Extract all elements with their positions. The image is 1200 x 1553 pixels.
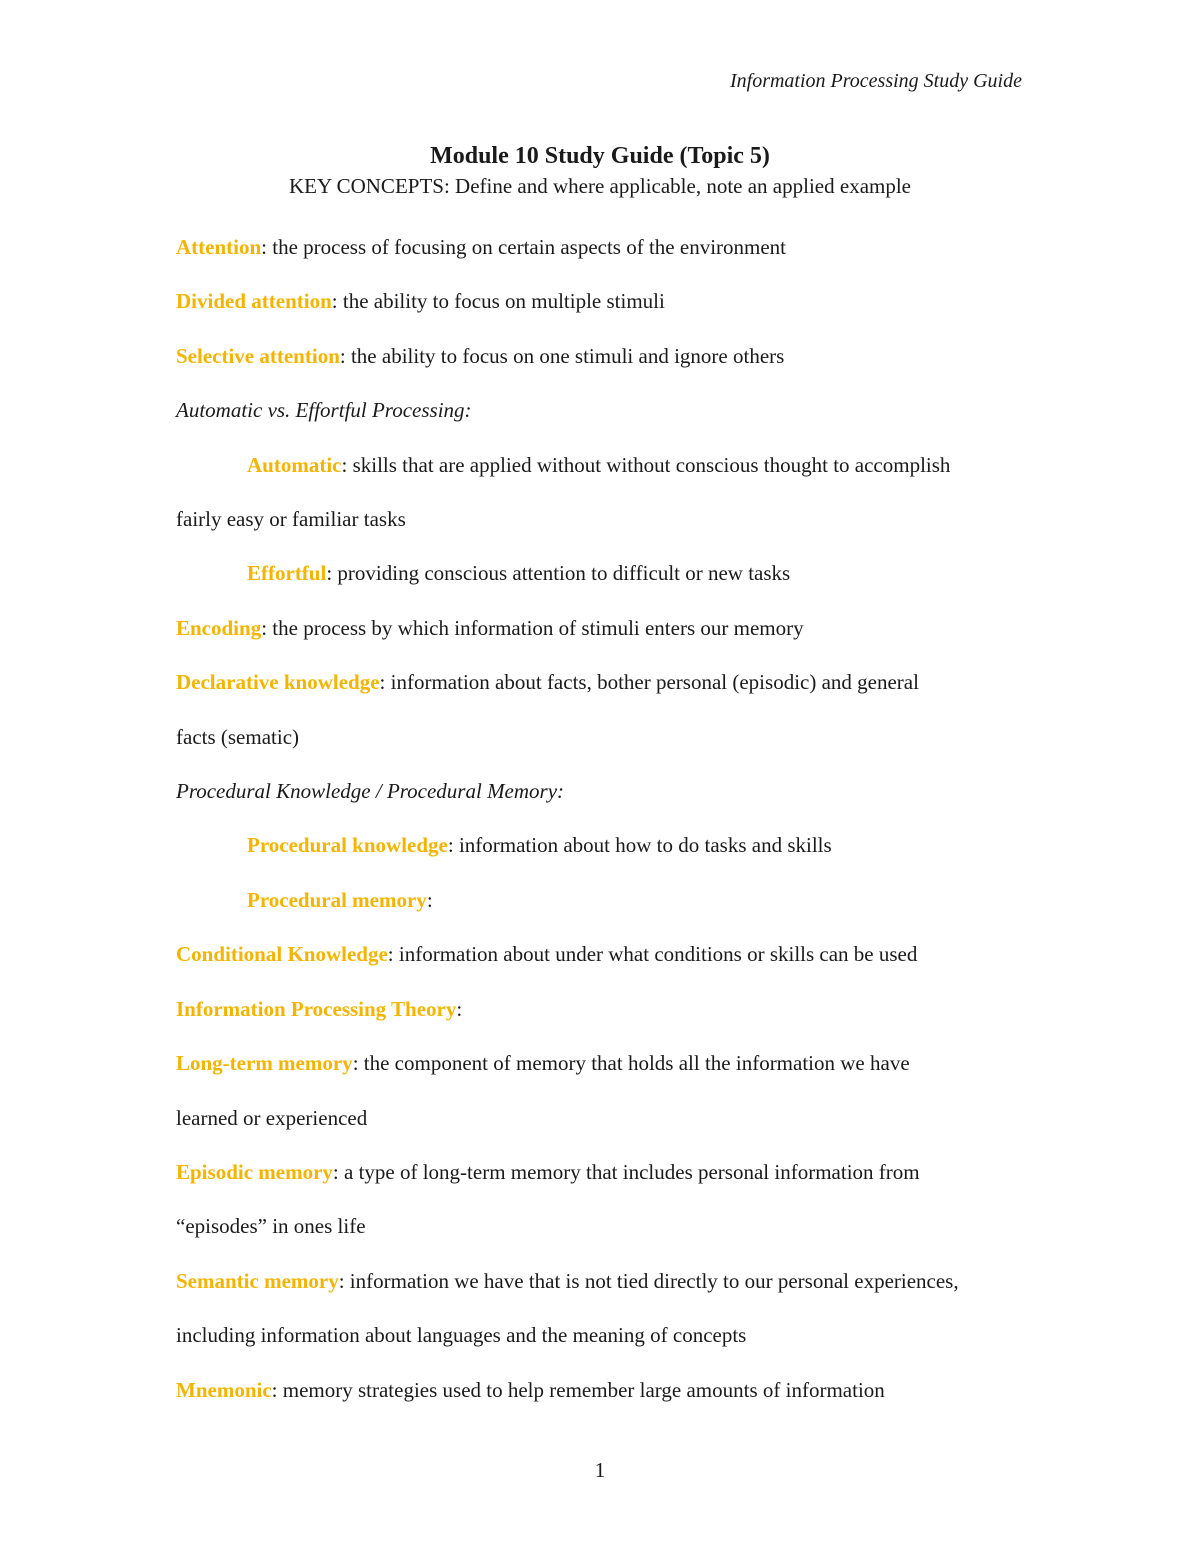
definition-automatic: skills that are applied without without conscious thought to accomplish — [352, 452, 951, 477]
entry-conditional-knowledge: Conditional Knowledge: information about under what conditions or skills can be used — [176, 942, 918, 967]
definition-effortful: providing conscious attention to difficult or new tasks — [337, 561, 791, 586]
term-procedural-memory: Procedural memory — [247, 887, 427, 912]
entry-information-processing-theory: Information Processing Theory: — [176, 996, 463, 1021]
term-procedural-knowledge: Procedural knowledge — [247, 833, 448, 858]
definition-encoding: the process by which information of stimuli enters our memory — [272, 615, 804, 640]
definition-long-term-memory: the component of memory that holds all the information we have — [363, 1051, 910, 1076]
document-subtitle: KEY CONCEPTS: Define and where applicable, note an applied example — [288, 174, 912, 198]
term-encoding: Encoding — [176, 615, 262, 640]
definition-mnemonic: memory strategies used to help remember large amounts of information — [282, 1377, 885, 1402]
definition-declarative-knowledge: information about facts, bother personal (episodic) and general — [390, 670, 919, 695]
entry-divided-attention: Divided attention: the ability to focus on multiple stimuli — [176, 289, 665, 314]
subheading-procedural: Procedural Knowledge / Procedural Memory: — [176, 779, 565, 804]
entry-long-term-memory: Long-term memory: the component of memory that holds all the information we have — [176, 1051, 910, 1076]
entry-mnemonic: Mnemonic: memory strategies used to help remember large amounts of information — [176, 1377, 885, 1402]
entry-attention: Attention: the process of focusing on certain aspects of the environment — [176, 235, 787, 259]
term-selective-attention: Selective attention — [176, 343, 340, 368]
term-episodic-memory: Episodic memory — [176, 1159, 333, 1184]
entry-semantic-memory: Semantic memory: information we have that is not tied directly to our personal experiences, — [176, 1268, 959, 1293]
entry-long-term-memory-continued: learned or experienced — [176, 1105, 368, 1130]
entry-declarative-knowledge-continued: facts (sematic) — [176, 724, 300, 749]
entry-automatic: Automatic: skills that are applied without without conscious thought to accomplish — [247, 452, 951, 477]
entry-procedural-memory: Procedural memory: — [247, 887, 433, 912]
term-automatic: Automatic — [247, 452, 342, 477]
term-long-term-memory: Long-term memory — [176, 1051, 353, 1076]
term-information-processing-theory: Information Processing Theory — [176, 996, 457, 1021]
definition-procedural-knowledge: information about how to do tasks and skills — [458, 833, 832, 858]
entry-declarative-knowledge: Declarative knowledge: information about facts, bother personal (episodic) and general — [176, 670, 919, 695]
entry-effortful: Effortful: providing conscious attention to difficult or new tasks — [247, 561, 791, 586]
entry-procedural-knowledge: Procedural knowledge: information about how to do tasks and skills — [247, 833, 832, 858]
document-title: Module 10 Study Guide (Topic 5) — [430, 143, 770, 169]
definition-attention: the process of focusing on certain aspects of the environment — [272, 235, 787, 259]
definition-divided-attention: the ability to focus on multiple stimuli — [342, 289, 665, 314]
term-mnemonic: Mnemonic — [176, 1377, 272, 1402]
term-attention: Attention — [176, 235, 262, 259]
definition-episodic-memory: a type of long-term memory that includes personal information from — [344, 1159, 920, 1184]
term-conditional-knowledge: Conditional Knowledge — [176, 942, 388, 967]
entry-episodic-memory-continued: “episodes” in ones life — [176, 1214, 366, 1239]
page-number: 1 — [594, 1458, 606, 1482]
term-declarative-knowledge: Declarative knowledge — [176, 670, 380, 695]
entry-automatic-continued: fairly easy or familiar tasks — [176, 507, 406, 532]
entry-semantic-memory-continued: including information about languages and the meaning of concepts — [176, 1323, 747, 1348]
entry-episodic-memory: Episodic memory: a type of long-term memory that includes personal information from — [176, 1159, 920, 1184]
term-semantic-memory: Semantic memory — [176, 1268, 339, 1293]
entry-encoding: Encoding: the process by which information of stimuli enters our memory — [176, 615, 804, 640]
definition-conditional-knowledge: information about under what conditions or skills can be used — [398, 942, 918, 967]
term-effortful: Effortful — [247, 561, 327, 586]
definition-semantic-memory: information we have that is not tied directly to our personal experiences, — [349, 1268, 959, 1293]
definition-selective-attention: the ability to focus on one stimuli and ignore others — [350, 343, 785, 368]
term-divided-attention: Divided attention — [176, 289, 332, 314]
entry-selective-attention: Selective attention: the ability to focus on one stimuli and ignore others — [176, 343, 785, 368]
running-header: Information Processing Study Guide — [729, 70, 1022, 92]
study-guide-body — [176, 220, 1066, 1417]
subheading-automatic-vs-effortful: Automatic vs. Effortful Processing: — [176, 398, 472, 423]
